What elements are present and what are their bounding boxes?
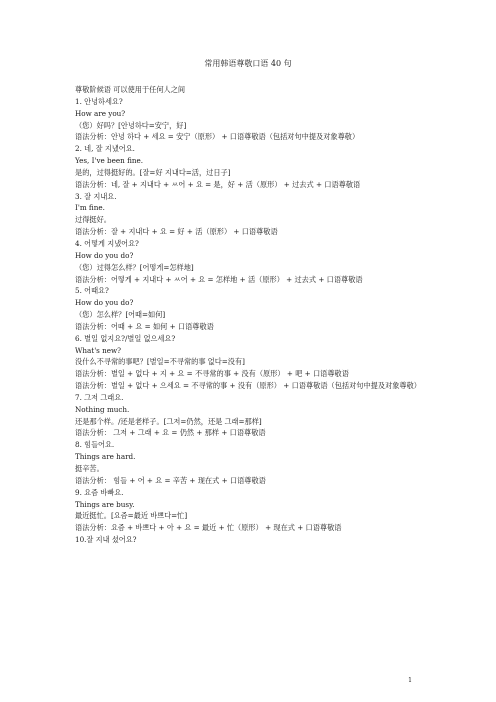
text-line: Yes, I've been fine. — [75, 156, 144, 166]
text-line: （您）过得怎么样？[어떻게=怎样地] — [75, 262, 194, 272]
text-line: 1. 안녕하세요? — [75, 96, 123, 106]
text-line: 语法分析：안녕 하다 + 세요 = 安宁（原形） + 口语尊敬语（包括对句中提及对象尊敬） — [75, 132, 360, 142]
text-line: How are you? — [75, 108, 126, 118]
text-line: 语法分析：별일 + 없다 + 지 + 요 = 不寻常的事 + 没有（原形） + 吧 + 口语尊敬语 — [75, 369, 349, 379]
text-line: What's new? — [75, 345, 122, 355]
text-line: 6. 별일 없지요?/별일 없으세요? — [75, 333, 176, 343]
text-line: 过得挺好。 — [75, 215, 111, 225]
text-line: How do you do? — [75, 250, 134, 260]
text-line: 8. 힘들어요. — [75, 440, 115, 450]
text-line: 2. 네, 잘 지냈어요. — [75, 144, 135, 154]
text-line: Things are busy. — [75, 499, 135, 509]
text-line: 是的，过得挺好的。[잘=好 지내다=活，过日子] — [75, 167, 231, 177]
text-line: 4. 어떻게 지냈어요? — [75, 238, 139, 248]
text-line: 语法分析：네, 잘 + 지내다 + ㅆ어 + 요 = 是，好 + 活（原形） + 过去式 + 口语尊敬语 — [75, 179, 361, 189]
text-line: 最近挺忙。[요즘=最近 바쁘다=忙] — [75, 511, 188, 521]
text-line: I'm fine. — [75, 203, 105, 213]
page-number: 1 — [408, 677, 412, 684]
text-line: 语法分析：요즘 + 바쁘다 + 아 + 요 = 最近 + 忙（原形） + 现在式 + 口语尊敬语 — [75, 523, 342, 533]
text-line: 10.잘 지내 셨어요? — [75, 535, 137, 545]
text-line: 没什么不寻常的事吧？[별일=不寻常的事 없다=没有] — [75, 357, 245, 367]
text-line: 挺辛苦。 — [75, 464, 104, 473]
text-line: 还是那个样。/还是老样子。[그저=仍然，还是 그래=那样] — [75, 416, 262, 426]
body-text — [75, 84, 427, 546]
text-line: 7. 그저 그래요. — [75, 392, 124, 402]
text-line: 5. 어때요? — [75, 286, 109, 296]
text-line: 尊敬阶候语 可以使用于任何人之间 — [75, 85, 186, 94]
text-line: 语法分析：어때 + 요 = 如何 + 口语尊敬语 — [75, 321, 214, 331]
text-line: Things are hard. — [75, 452, 136, 462]
text-line: 语法分析：잘 + 지내다 + 요 = 好 + 活（原形） + 口语尊敬语 — [75, 227, 278, 237]
text-line: Nothing much. — [75, 404, 130, 414]
page-title: 常用韩语尊敬口语 40 句 — [204, 59, 292, 68]
text-line: 9. 요즘 바빠요. — [75, 487, 124, 497]
text-line: 语法分析： 그저 + 그래 + 요 = 仍然 + 那样 + 口语尊敬语 — [75, 428, 266, 438]
text-line: How do you do? — [75, 298, 134, 308]
text-line: 语法分析：어떻게 + 지내다 + ㅆ어 + 요 = 怎样地 + 活（原形） + 过去式 + 口语尊敬语 — [75, 274, 363, 284]
text-line: 3. 잘 지내요. — [75, 191, 117, 201]
text-line: 语法分析： 힘들 + 어 + 요 = 辛苦 + 现在式 + 口语尊敬语 — [75, 475, 266, 485]
text-line: （您）怎么样？[어때=如何] — [75, 310, 166, 320]
text-line: 语法分析：별일 + 없다 + 으세요 = 不寻常的事 + 没有（原形） + 口语尊敬语（包括对句中提及对象尊敬） — [75, 381, 421, 391]
text-line: （您）好吗？[안녕하다=安宁，好] — [75, 120, 187, 130]
